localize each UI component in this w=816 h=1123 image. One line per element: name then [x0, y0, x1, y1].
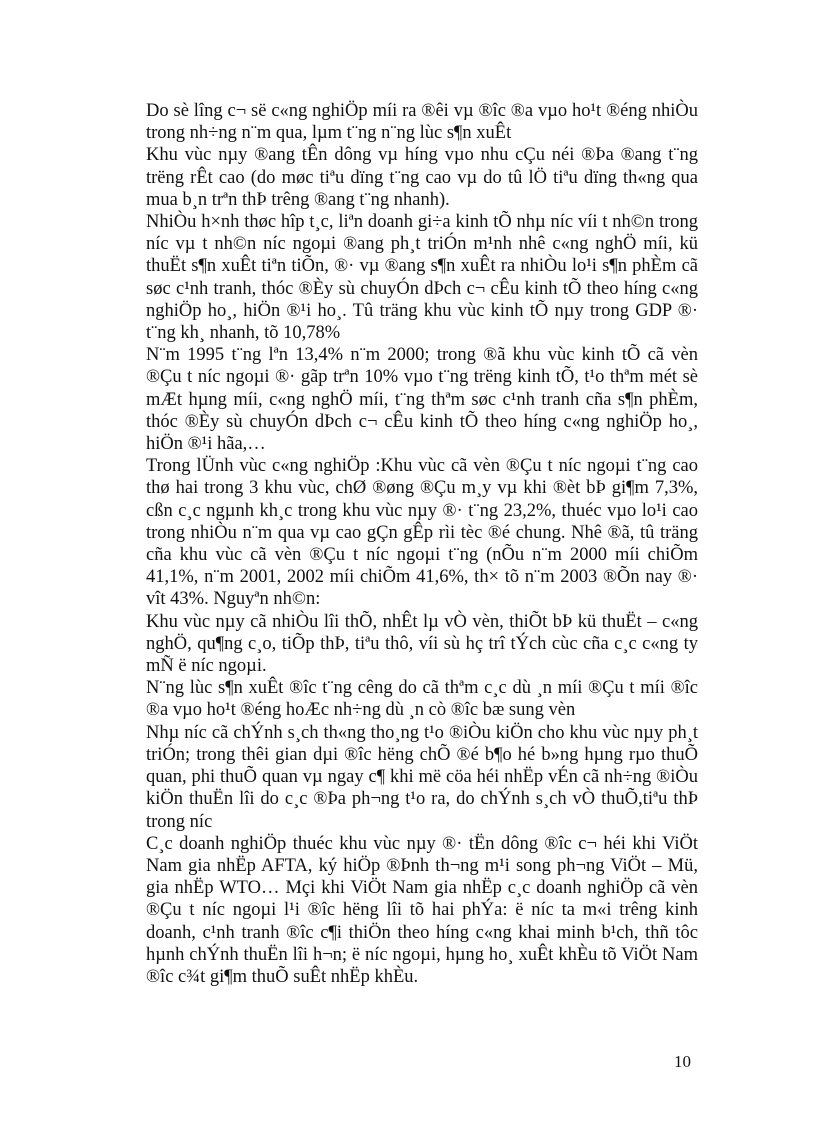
body-text — [146, 100, 698, 988]
paragraph-4: Trong lÜnh vùc c«ng nghiÖp :Khu vùc cã vèn ®Çu t níc ngoµi t¨ng cao thø hai trong 3 khu vùc, chØ ®øng ®Çu m¸y vµ khi ®èt bÞ gi¶m 7,3%, cßn c¸c ngµnh kh¸c trong khu vùc nµy ®· t¨ng 23,2%, thuéc vµo lo¹i cao trong nhiÒu n¨m qua vµ cao gÇn gÊp rìi tèc ®é chung. Nhê ®ã, tû träng cña khu vùc cã vèn ®Çu t níc ngoµi t¨ng (nÕu n¨m 2000 míi chiÕm 41,1%, n¨m 2001, 2002 míi chiÕm 41,6%, th× tõ n¨m 2003 ®Õn nay ®· vît 43%. Nguyªn nh©n: — [146, 456, 698, 610]
paragraph-5: Khu vùc nµy cã nhiÒu lîi thÕ, nhÊt lµ vÒ vèn, thiÕt bÞ kü thuËt – c«ng nghÖ, qu¶ng c¸o, tiÕp thÞ, tiªu thô, víi sù hç trî tÝch cùc cña c¸c c«ng ty mÑ ë níc ngoµi. — [146, 611, 698, 677]
paragraph-2: Khu vùc nµy ®ang tÊn dông vµ híng vµo nhu cÇu néi ®Þa ®ang t¨ng trëng rÊt cao (do møc tiªu dïng t¨ng cao vµ do tû lÖ tiªu dïng th«ng qua mua b¸n trªn thÞ trêng ®ang t¨ng nhanh). — [146, 145, 698, 210]
paragraph-8: C¸c doanh nghiÖp thuéc khu vùc nµy ®· tËn dông ®îc c¬ héi khi ViÖt Nam gia nhËp AFTA, ký hiÖp ®Þnh th¬ng m¹i song ph¬ng ViÖt – Mü, gia nhËp WTO… Mçi khi ViÖt Nam gia nhËp c¸c doanh nghiÖp cã vèn ®Çu t níc ngoµi l¹i ®îc hëng lîi tõ hai phÝa: ë níc ta m«i trêng kinh doanh, c¹nh tranh ®îc c¶i thiÖn theo híng c«ng khai minh b¹ch, thñ tôc hµnh chÝnh thuËn lîi h¬n; ë níc ngoµi, hµng ho¸ xuÊt khÈu tõ ViÖt Nam ®îc c¾t gi¶m thuÕ suÊt nhËp khÈu. — [146, 833, 698, 987]
paragraph-7: Nhµ níc cã chÝnh s¸ch th«ng tho¸ng t¹o ®iÒu kiÖn cho khu vùc nµy ph¸t triÓn; trong thêi gian dµi ®îc hëng chÕ ®é b¶o hé b»ng hµng rµo thuÕ quan, phi thuÕ quan vµ ngay c¶ khi më cöa héi nhËp vÉn cã nh÷ng ®iÒu kiÖn thuËn lîi do c¸c ®Þa ph¬ng t¹o ra, do chÝnh s¸ch vÒ thuÕ,tiªu thÞ trong níc — [146, 722, 698, 832]
paragraph-3: NhiÒu h×nh thøc hîp t¸c, liªn doanh gi÷a kinh tÕ nhµ níc víi t nh©n trong níc vµ t nh©n níc ngoµi ®ang ph¸t triÓn m¹nh nhê c«ng nghÖ míi, kü thuËt s¶n xuÊt tiªn tiÕn, ®· vµ ®ang s¶n xuÊt ra nhiÒu lo¹i s¶n phÈm cã søc c¹nh tranh, thóc ®Èy sù chuyÓn dÞch c¬ cÊu kinh tÕ theo híng c«ng nghiÖp ho¸, hiÖn ®¹i ho¸. Tû träng khu vùc kinh tÕ nµy trong GDP ®· t¨ng kh¸ nhanh, tõ 10,78% N¨m 1995 t¨ng lªn 13,4% n¨m 2000; trong ®ã khu vùc kinh tÕ cã vèn ®Çu t níc ngoµi ®· gãp trªn 10% vµo t¨ng trëng kinh tÕ, t¹o thªm mét sè mÆt hµng míi, c«ng nghÖ míi, t¨ng thªm søc c¹nh tranh cña s¶n phÈm, thóc ®Èy sù chuyÓn dÞch c¬ cÊu kinh tÕ theo híng c«ng nghiÖp ho¸, hiÖn ®¹i hãa,… — [146, 212, 698, 455]
page-number: 10 — [674, 1052, 691, 1071]
paragraph-1: Do sè lîng c¬ së c«ng nghiÖp míi ra ®êi vµ ®îc ®a vµo ho¹t ®éng nhiÒu trong nh÷ng n¨m qua, lµm t¨ng n¨ng lùc s¶n xuÊt — [146, 101, 698, 144]
paragraph-6: N¨ng lùc s¶n xuÊt ®îc t¨ng cêng do cã thªm c¸c dù ¸n míi ®Çu t míi ®îc ®a vµo ho¹t ®éng hoÆc nh÷ng dù ¸n cò ®îc bæ sung vèn — [146, 678, 698, 721]
